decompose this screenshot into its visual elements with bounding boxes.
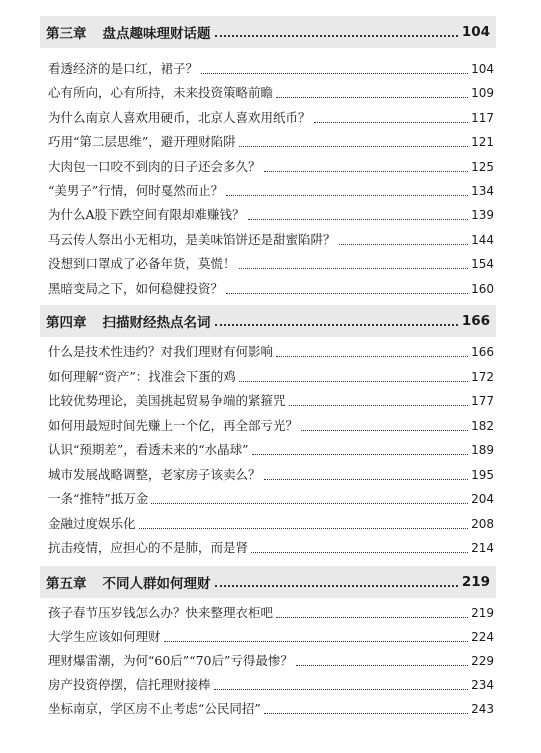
entry-title: 巧用“第二层思维”，避开理财陷阱 [48, 134, 236, 149]
toc-entry[interactable] [48, 256, 494, 272]
dot-leader [215, 584, 458, 587]
entry-title: 比较优势理论，美国挑起贸易争端的紧箍咒 [48, 393, 286, 408]
page-number: 144 [471, 233, 494, 247]
entry-title: 金融过度娱乐化 [48, 516, 136, 531]
chapter-number: 第五章 [46, 576, 87, 592]
entry-title: 坐标南京，学区房不止考虑“公民同招” [48, 701, 261, 716]
page-number: 125 [471, 160, 494, 174]
toc-entry[interactable] [48, 110, 494, 126]
entry-title: 大学生应该如何理财 [48, 629, 161, 644]
toc-entry[interactable] [48, 393, 494, 409]
chapter-heading[interactable] [40, 16, 496, 48]
dot-leader [252, 453, 469, 455]
dot-leader [139, 527, 469, 529]
page-number: 166 [461, 313, 490, 329]
entry-title: 认识“预期差”，看透未来的“水晶球” [48, 442, 249, 457]
dot-leader [264, 170, 469, 172]
page-number: 121 [471, 135, 494, 149]
dot-leader [226, 292, 468, 294]
page-number: 139 [471, 208, 494, 222]
chapter-title: 不同人群如何理财 [102, 576, 211, 592]
entry-title: 理财爆雷潮，为何“60后”“70后”亏得最惨？ [48, 653, 293, 668]
entry-title: 房产投资停摆，信托理财接棒 [48, 677, 211, 692]
entry-title: 没想到口罩成了必备年货，莫慌！ [48, 256, 236, 271]
dot-leader [301, 429, 468, 431]
page-number: 195 [471, 468, 494, 482]
dot-leader [151, 502, 468, 504]
entry-title: 马云传人祭出小无相功，是美味馅饼还是甜蜜陷阱？ [48, 232, 336, 247]
page-number: 224 [471, 630, 494, 644]
entry-title: 心有所向，心有所持，未来投资策略前瞻 [48, 85, 274, 100]
page-number: 104 [461, 24, 490, 40]
toc-entry[interactable] [48, 491, 494, 507]
dot-leader [226, 194, 468, 196]
toc-entry[interactable] [48, 159, 494, 175]
dot-leader [215, 323, 458, 326]
page-number: 229 [471, 654, 494, 668]
page-number: 189 [471, 443, 494, 457]
page-number: 219 [471, 606, 494, 620]
page-number: 117 [471, 111, 494, 125]
toc-entry[interactable] [48, 207, 494, 223]
dot-leader [296, 664, 468, 666]
toc-entry[interactable] [48, 183, 494, 199]
toc-entry[interactable] [48, 653, 494, 669]
toc-entry[interactable] [48, 677, 494, 693]
toc-entry[interactable] [48, 442, 494, 458]
chapter-title: 盘点趣味理财话题 [102, 26, 211, 42]
chapter-title: 扫描财经热点名词 [102, 315, 211, 331]
chapter-number: 第三章 [46, 26, 87, 42]
entry-title: “美男子”行情，何时戛然而止？ [48, 183, 224, 198]
dot-leader [214, 688, 469, 690]
chapter-heading[interactable] [40, 305, 496, 337]
page-number: 204 [471, 492, 494, 506]
toc-entry[interactable] [48, 418, 494, 434]
page-number: 172 [471, 370, 494, 384]
toc-entry[interactable] [48, 467, 494, 483]
dot-leader [264, 712, 468, 714]
dot-leader [201, 72, 468, 74]
page-number: 134 [471, 184, 494, 198]
toc-entry[interactable] [48, 134, 494, 150]
toc-entry[interactable] [48, 605, 494, 621]
toc-entry[interactable] [48, 232, 494, 248]
dot-leader [276, 96, 468, 98]
dot-leader [339, 243, 469, 245]
entry-title: 抗击疫情，应担心的不是肺，而是肾 [48, 540, 249, 555]
dot-leader [239, 267, 469, 269]
dot-leader [164, 640, 469, 642]
dot-leader [248, 218, 469, 220]
entry-title: 城市发展战略调整，老家房子该卖么？ [48, 467, 261, 482]
page-number: 219 [461, 574, 490, 590]
dot-leader [215, 34, 458, 37]
toc-entry[interactable] [48, 516, 494, 532]
entry-title: 为什么南京人喜欢用硬币，北京人喜欢用纸币？ [48, 110, 311, 125]
dot-leader [239, 380, 468, 382]
entry-title: 孩子春节压岁钱怎么办？快来整理衣柜吧 [48, 605, 274, 620]
page-number: 104 [471, 62, 494, 76]
entry-title: 为什么A股下跌空间有限却难赚钱？ [48, 207, 245, 222]
page-number: 166 [471, 345, 494, 359]
dot-leader [314, 121, 469, 123]
dot-leader [276, 616, 468, 618]
entry-title: 什么是技术性违约？对我们理财有何影响 [48, 344, 274, 359]
page-number: 182 [471, 419, 494, 433]
entry-title: 黑暗变局之下，如何稳健投资？ [48, 281, 224, 296]
page-number: 160 [471, 282, 494, 296]
entry-title: 大肉包一口咬不到肉的日子还会多久？ [48, 159, 261, 174]
dot-leader [264, 478, 469, 480]
entry-title: 看透经济的是口红，裙子？ [48, 61, 199, 76]
chapter-number: 第四章 [46, 315, 87, 331]
page-number: 154 [471, 257, 494, 271]
page-number: 234 [471, 678, 494, 692]
entry-title: 如何理解“资产”：找准会下蛋的鸡 [48, 369, 236, 384]
toc-entry[interactable] [48, 540, 494, 556]
toc-entry[interactable] [48, 344, 494, 360]
page-number: 177 [471, 394, 494, 408]
page-number: 214 [471, 541, 494, 555]
dot-leader [251, 551, 468, 553]
chapter-heading[interactable] [40, 566, 496, 598]
toc-entry[interactable] [48, 281, 494, 297]
entry-title: 一条“推特”抵万金 [48, 491, 149, 506]
toc-entry[interactable] [48, 85, 494, 101]
toc-entry[interactable] [48, 629, 494, 645]
page-number: 208 [471, 517, 494, 531]
toc-entry[interactable] [48, 61, 494, 77]
toc-entry[interactable] [48, 701, 494, 717]
entry-title: 如何用最短时间先赚上一个亿，再全部亏光？ [48, 418, 299, 433]
toc-entry[interactable] [48, 369, 494, 385]
dot-leader [289, 404, 469, 406]
page-number: 109 [471, 86, 494, 100]
page-number: 243 [471, 702, 494, 716]
dot-leader [239, 145, 468, 147]
dot-leader [276, 355, 468, 357]
